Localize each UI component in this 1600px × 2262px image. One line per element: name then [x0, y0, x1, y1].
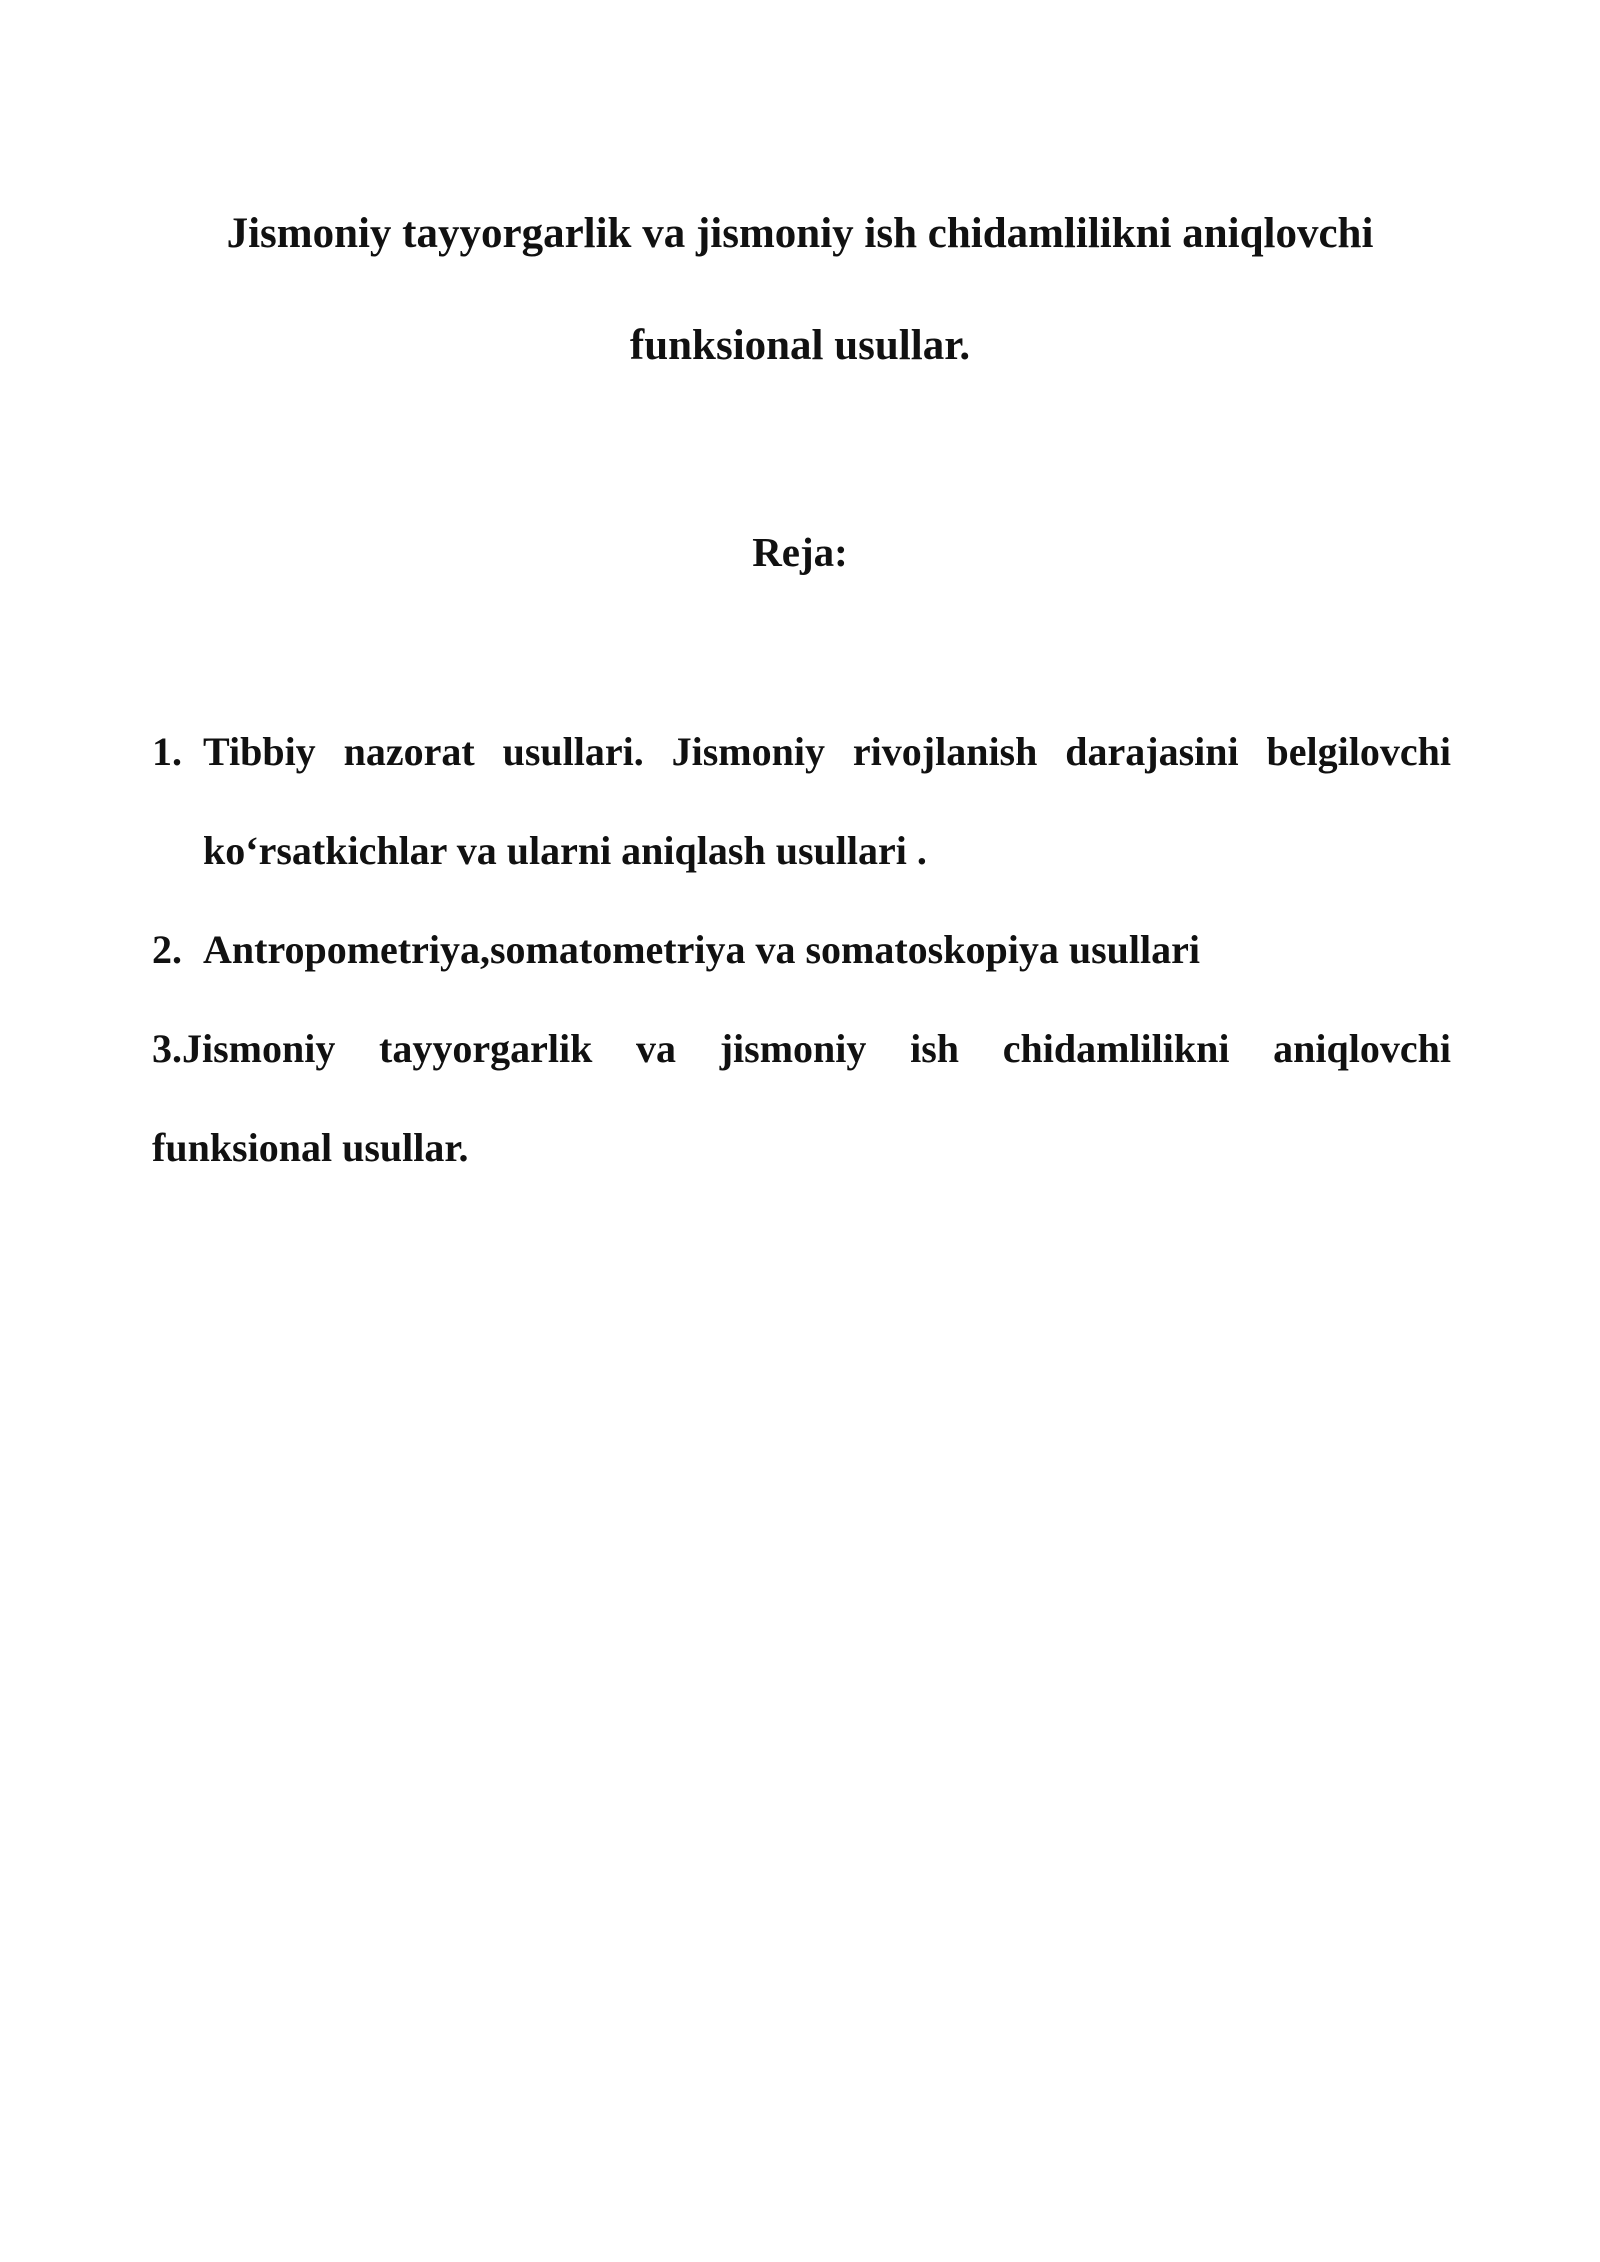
list-item-text-line-2: ko‘rsatkichlar va ularni aniqlash usullari .: [203, 828, 927, 873]
list-item-text-line-1: Antropometriya,somatometriya va somatoskopiya usullari: [203, 927, 1200, 972]
list-item-number: 1.: [152, 729, 182, 774]
list-item-text-line-1: 3.Jismoniy tayyorgarlik va jismoniy ish chidamlilikni aniqlovchi: [152, 1026, 1451, 1071]
plan-heading: Reja:: [752, 529, 848, 575]
document-title-line-1: Jismoniy tayyorgarlik va jismoniy ish chidamlilikni aniqlovchi: [226, 210, 1374, 257]
list-item-number: 2.: [152, 927, 182, 972]
document-title-line-2: funksional usullar.: [629, 322, 971, 369]
list-item-text-line-2: funksional usullar.: [152, 1125, 469, 1170]
list-item-text-line-1: Tibbiy nazorat usullari. Jismoniy rivojlanish darajasini belgilovchi: [203, 729, 1451, 774]
